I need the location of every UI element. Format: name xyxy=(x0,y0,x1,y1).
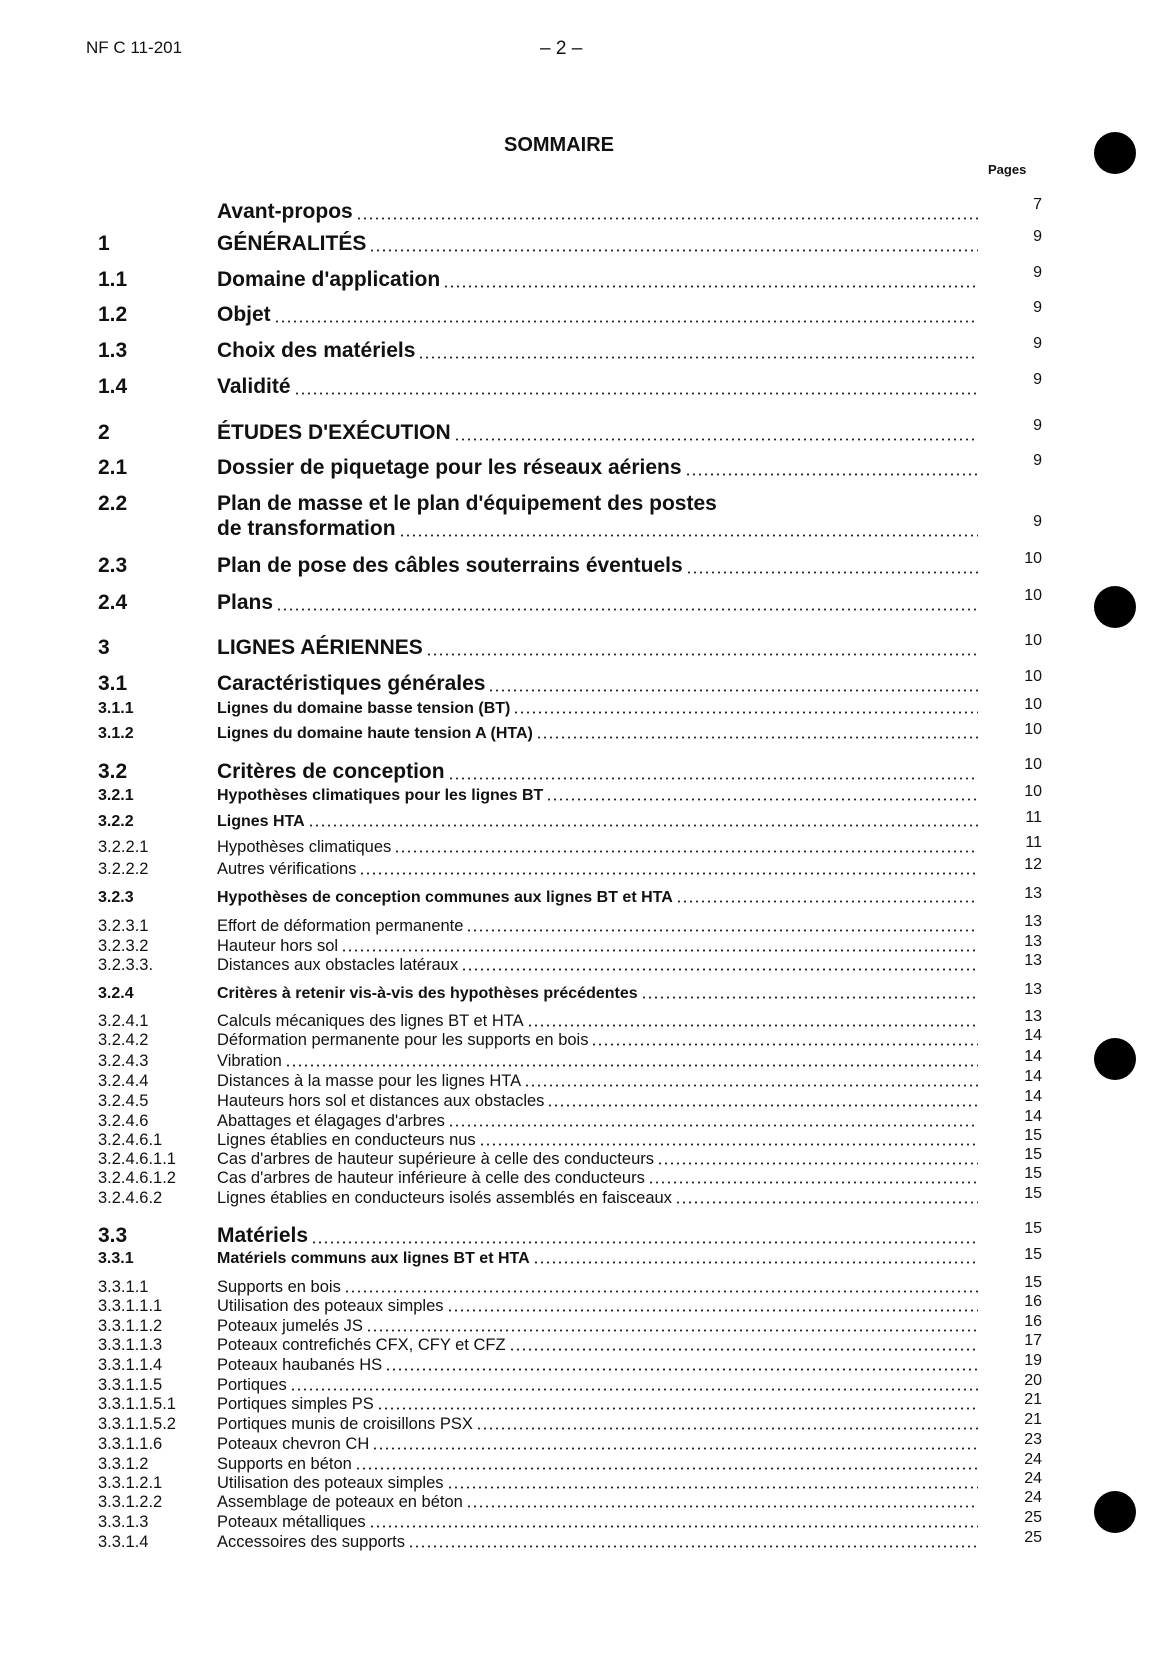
section-number: 1.3 xyxy=(98,339,128,362)
dot-leader xyxy=(311,1241,978,1244)
section-number: 2.1 xyxy=(98,456,128,479)
section-title: Hypothèses climatiques pour les lignes BT xyxy=(217,787,544,804)
section-title: Portiques munis de croisillons PSX xyxy=(217,1415,473,1433)
section-title: Critères de conception xyxy=(217,760,445,783)
page-ref: 10 xyxy=(1024,632,1042,649)
section-title-line xyxy=(217,456,978,480)
dot-leader xyxy=(341,949,978,952)
page-ref: 14 xyxy=(1024,1027,1042,1044)
section-title: Distances aux obstacles latéraux xyxy=(217,956,459,974)
toc-entry xyxy=(0,452,1162,480)
dot-leader xyxy=(408,1545,978,1548)
section-number: 3.3.1.1.2 xyxy=(98,1317,163,1335)
section-number: 3.3.1.1.3 xyxy=(98,1336,163,1354)
page-number: – 2 – xyxy=(540,38,583,59)
section-title: Objet xyxy=(217,303,271,326)
section-number: 3.2.4.3 xyxy=(98,1052,149,1070)
dot-leader xyxy=(479,1143,978,1146)
section-title: Lignes du domaine haute tension A (HTA) xyxy=(217,725,533,742)
section-title: Effort de déformation permanente xyxy=(217,917,464,935)
section-title-line xyxy=(217,1415,978,1434)
section-number: 1.2 xyxy=(98,303,128,326)
page-ref: 19 xyxy=(1024,1352,1042,1369)
dot-leader xyxy=(372,1447,978,1450)
dot-leader xyxy=(513,711,978,714)
toc-entry xyxy=(0,264,1162,292)
page-ref: 15 xyxy=(1024,1127,1042,1144)
page-ref: 12 xyxy=(1024,856,1042,873)
section-title: Matériels communs aux lignes BT et HTA xyxy=(217,1250,530,1267)
toc-entry xyxy=(0,696,1162,724)
dot-leader xyxy=(657,1162,978,1165)
section-title: Lignes établies en conducteurs isolés assemblés en faisceaux xyxy=(217,1189,672,1207)
page-ref: 9 xyxy=(1033,452,1042,469)
section-title: Hypothèses climatiques xyxy=(217,838,392,856)
section-title: Cas d'arbres de hauteur inférieure à celle des conducteurs xyxy=(217,1169,645,1187)
section-title-line xyxy=(217,1297,978,1316)
section-title-line xyxy=(217,421,978,445)
section-title: Déformation permanente pour les supports en bois xyxy=(217,1031,589,1049)
section-title: Utilisation des poteaux simples xyxy=(217,1474,444,1492)
toc-entry xyxy=(0,668,1162,696)
section-title: Lignes HTA xyxy=(217,813,305,830)
section-title-line xyxy=(217,672,978,696)
section-number: 3.2.4.6 xyxy=(98,1112,149,1130)
dot-leader xyxy=(394,850,978,853)
dot-leader xyxy=(308,824,978,827)
page-ref: 10 xyxy=(1024,587,1042,604)
section-title: Plans xyxy=(217,591,274,614)
section-title: Choix des matériels xyxy=(217,339,416,362)
section-title-line xyxy=(217,375,978,399)
section-number: 2.3 xyxy=(98,554,128,577)
section-number: 3.2.4.5 xyxy=(98,1092,149,1110)
document-reference: NF C 11-201 xyxy=(86,38,183,57)
punch-hole-mark xyxy=(1094,132,1136,174)
dot-leader xyxy=(454,438,978,441)
toc-entry xyxy=(0,783,1162,811)
section-title-line xyxy=(217,956,978,975)
page-ref: 10 xyxy=(1024,550,1042,567)
dot-leader xyxy=(524,1084,978,1087)
section-title-line xyxy=(217,1169,978,1188)
page-ref: 10 xyxy=(1024,721,1042,738)
dot-leader xyxy=(443,285,978,288)
section-title-line xyxy=(217,1189,978,1208)
section-title: Portiques simples PS xyxy=(217,1395,374,1413)
dot-leader xyxy=(509,1348,978,1351)
section-title-line xyxy=(217,1474,978,1493)
page-ref: 21 xyxy=(1024,1391,1042,1408)
section-title-line xyxy=(217,1250,978,1268)
section-number: 3.2.3 xyxy=(98,889,134,906)
section-number: 3.2.3.2 xyxy=(98,937,149,955)
page-ref: 13 xyxy=(1024,885,1042,902)
toc-entry xyxy=(0,885,1162,913)
toc-entry xyxy=(0,981,1162,1009)
section-number: 3.3.1.1.4 xyxy=(98,1356,163,1374)
toc-entry xyxy=(0,721,1162,749)
toc-entry xyxy=(0,632,1162,660)
section-title-line xyxy=(217,760,978,784)
section-title-line xyxy=(217,339,978,363)
section-number: 3.2.3.1 xyxy=(98,917,149,935)
dot-leader xyxy=(641,996,978,999)
section-title-line xyxy=(217,1072,978,1091)
section-number: 3.2.4.6.1 xyxy=(98,1131,163,1149)
page-ref: 9 xyxy=(1033,335,1042,352)
section-title: GÉNÉRALITÉS xyxy=(217,232,367,255)
section-number: 3.1.1 xyxy=(98,700,134,717)
section-title: Domaine d'application xyxy=(217,268,441,291)
section-title-line xyxy=(217,1455,978,1474)
section-number: 3.2.4.6.2 xyxy=(98,1189,163,1207)
section-number: 3.1.2 xyxy=(98,725,134,742)
section-title-line xyxy=(217,889,978,907)
section-number: 3.3.1.4 xyxy=(98,1533,149,1551)
section-title-line xyxy=(217,860,978,879)
section-title-line xyxy=(217,725,978,743)
section-title-line xyxy=(217,1031,978,1050)
section-title: Poteaux jumelés JS xyxy=(217,1317,363,1335)
page-ref: 9 xyxy=(1033,228,1042,245)
section-number: 3.3.1.1.5 xyxy=(98,1376,163,1394)
dot-leader xyxy=(276,608,978,611)
dot-leader xyxy=(448,777,978,780)
section-number: 3.2.2.2 xyxy=(98,860,149,878)
section-title: Critères à retenir vis-à-vis des hypothèses précédentes xyxy=(217,985,638,1002)
section-title-line xyxy=(217,1317,978,1336)
section-title-line xyxy=(217,813,978,831)
section-title: Portiques xyxy=(217,1376,287,1394)
section-title: Caractéristiques générales xyxy=(217,672,486,695)
section-title: Poteaux chevron CH xyxy=(217,1435,370,1453)
section-number: 3.3.1.1.6 xyxy=(98,1435,163,1453)
section-title-continued: de transformation xyxy=(217,517,396,540)
dot-leader xyxy=(466,1505,978,1508)
section-title: Matériels xyxy=(217,1224,309,1247)
page-ref: 10 xyxy=(1024,783,1042,800)
toc-entry xyxy=(0,299,1162,327)
section-number: 3 xyxy=(98,636,110,659)
page-ref: 10 xyxy=(1024,696,1042,713)
page-ref: 16 xyxy=(1024,1293,1042,1310)
page-ref: 13 xyxy=(1024,913,1042,930)
page-ref: 24 xyxy=(1024,1489,1042,1506)
section-title-line xyxy=(217,492,978,516)
section-number: 3.3.1.3 xyxy=(98,1513,149,1531)
section-title: ÉTUDES D'EXÉCUTION xyxy=(217,421,451,444)
page-title: SOMMAIRE xyxy=(504,134,614,156)
section-title-line xyxy=(217,1533,978,1552)
dot-leader xyxy=(648,1181,978,1184)
dot-leader xyxy=(274,320,978,323)
dot-leader xyxy=(536,736,978,739)
page-ref: 15 xyxy=(1024,1220,1042,1237)
dot-leader xyxy=(685,473,978,476)
section-number: 3.3 xyxy=(98,1224,128,1247)
section-number: 3.2.4.4 xyxy=(98,1072,149,1090)
section-title: Vibration xyxy=(217,1052,282,1070)
section-title: Hypothèses de conception communes aux lignes BT et HTA xyxy=(217,889,673,906)
dot-leader xyxy=(676,900,978,903)
section-title: Plan de pose des câbles souterrains éventuels xyxy=(217,554,683,577)
section-title-line xyxy=(217,636,978,660)
page-ref: 13 xyxy=(1024,952,1042,969)
section-title-line xyxy=(217,1112,978,1131)
section-title-line xyxy=(217,268,978,292)
dot-leader xyxy=(547,1104,978,1107)
section-title: Supports en bois xyxy=(217,1278,341,1296)
page-ref: 16 xyxy=(1024,1313,1042,1330)
toc-entry xyxy=(0,856,1162,884)
page-ref: 15 xyxy=(1024,1165,1042,1182)
section-title-line xyxy=(217,1395,978,1414)
dot-leader xyxy=(448,1124,978,1127)
section-title: Validité xyxy=(217,375,291,398)
page-ref: 25 xyxy=(1024,1529,1042,1546)
dot-leader xyxy=(285,1064,978,1067)
section-title-line xyxy=(217,1012,978,1031)
section-title: LIGNES AÉRIENNES xyxy=(217,636,423,659)
page-ref: 9 xyxy=(1033,299,1042,316)
page-ref: 13 xyxy=(1024,1008,1042,1025)
section-title-line xyxy=(217,554,978,578)
page-ref: 15 xyxy=(1024,1246,1042,1263)
section-title-line xyxy=(217,1052,978,1071)
section-number: 3.2.4.2 xyxy=(98,1031,149,1049)
section-title-line xyxy=(217,1493,978,1512)
toc-entry xyxy=(0,809,1162,837)
page-ref: 13 xyxy=(1024,981,1042,998)
section-title-line xyxy=(217,591,978,615)
section-number: 3.3.1.1 xyxy=(98,1278,149,1296)
page-ref: 24 xyxy=(1024,1470,1042,1487)
section-title: Lignes du domaine basse tension (BT) xyxy=(217,700,511,717)
section-number: 1.1 xyxy=(98,268,128,291)
toc-entry xyxy=(0,417,1162,445)
section-number: 1.4 xyxy=(98,375,128,398)
section-title: Supports en béton xyxy=(217,1455,352,1473)
section-number: 3.3.1.1.5.2 xyxy=(98,1415,176,1433)
dot-leader xyxy=(290,1388,978,1391)
page-ref: 24 xyxy=(1024,1451,1042,1468)
page-ref: 21 xyxy=(1024,1411,1042,1428)
page-ref: 14 xyxy=(1024,1108,1042,1125)
section-number: 3.3.1.2.1 xyxy=(98,1474,163,1492)
toc-entry xyxy=(0,1246,1162,1274)
dot-leader xyxy=(356,217,978,220)
section-title: Plan de masse et le plan d'équipement des postes xyxy=(217,492,717,515)
section-number: 3.2.2 xyxy=(98,813,134,830)
page-ref: 14 xyxy=(1024,1068,1042,1085)
page-ref: 9 xyxy=(1033,371,1042,388)
dot-leader xyxy=(466,929,978,932)
section-number: 3.2.4 xyxy=(98,985,134,1002)
section-number: 3.2.3.3. xyxy=(98,956,154,974)
section-title: Calculs mécaniques des lignes BT et HTA xyxy=(217,1012,524,1030)
section-title: Lignes établies en conducteurs nus xyxy=(217,1131,476,1149)
section-number: 2.2 xyxy=(98,492,128,515)
dot-leader xyxy=(369,249,978,252)
section-number: 3.2.4.6.1.1 xyxy=(98,1150,176,1168)
toc-entry xyxy=(0,196,1162,224)
section-title-line xyxy=(217,517,978,541)
section-number: 3.1 xyxy=(98,672,128,695)
section-title-line xyxy=(217,1435,978,1454)
dot-leader xyxy=(366,1329,978,1332)
section-title: Assemblage de poteaux en béton xyxy=(217,1493,463,1511)
section-title-line xyxy=(217,700,978,718)
page-ref: 14 xyxy=(1024,1088,1042,1105)
section-title: Avant-propos xyxy=(217,200,353,223)
section-title-line xyxy=(217,985,978,1003)
section-title: Autres vérifications xyxy=(217,860,357,878)
section-title-line xyxy=(217,917,978,936)
page-ref: 15 xyxy=(1024,1146,1042,1163)
section-number: 3.2.4.1 xyxy=(98,1012,149,1030)
section-title: Cas d'arbres de hauteur supérieure à celle des conducteurs xyxy=(217,1150,654,1168)
section-title-line xyxy=(217,838,978,857)
section-title-line xyxy=(217,937,978,956)
dot-leader xyxy=(546,798,978,801)
dot-leader xyxy=(399,534,978,537)
dot-leader xyxy=(488,689,978,692)
section-title-line xyxy=(217,1131,978,1150)
toc-entry xyxy=(0,952,1162,980)
section-number: 2 xyxy=(98,421,110,444)
page-ref: 25 xyxy=(1024,1509,1042,1526)
page-ref: 17 xyxy=(1024,1332,1042,1349)
section-title: Distances à la masse pour les lignes HTA xyxy=(217,1072,522,1090)
page-ref: 15 xyxy=(1024,1185,1042,1202)
section-number: 3.2.4.6.1.2 xyxy=(98,1169,176,1187)
section-number: 3.3.1.2.2 xyxy=(98,1493,163,1511)
section-number: 3.2.1 xyxy=(98,787,134,804)
section-number: 3.2.2.1 xyxy=(98,838,149,856)
toc-entry xyxy=(0,587,1162,615)
section-title-line xyxy=(217,787,978,805)
dot-leader xyxy=(461,968,978,971)
dot-leader xyxy=(527,1024,978,1027)
section-title: Utilisation des poteaux simples xyxy=(217,1297,444,1315)
section-title: Hauteur hors sol xyxy=(217,937,339,955)
section-title: Poteaux métalliques xyxy=(217,1513,366,1531)
toc-entry xyxy=(0,335,1162,363)
dot-leader xyxy=(426,653,978,656)
page-ref: 9 xyxy=(1033,264,1042,281)
section-title-line xyxy=(217,1224,978,1248)
toc-entry xyxy=(0,228,1162,256)
dot-leader xyxy=(344,1290,978,1293)
page-ref: 14 xyxy=(1024,1048,1042,1065)
dot-leader xyxy=(294,392,978,395)
page-ref: 9 xyxy=(1033,513,1042,530)
page-ref: 11 xyxy=(1025,834,1042,851)
section-title-line xyxy=(217,1150,978,1169)
page-ref: 7 xyxy=(1033,196,1042,213)
dot-leader xyxy=(591,1043,978,1046)
dot-leader xyxy=(447,1309,978,1312)
dot-leader xyxy=(675,1201,978,1204)
punch-hole-mark xyxy=(1094,1038,1136,1080)
toc-entry xyxy=(0,1220,1162,1248)
toc-entry xyxy=(0,550,1162,578)
toc-entry xyxy=(0,756,1162,784)
section-title: Accessoires des supports xyxy=(217,1533,406,1551)
section-title-line xyxy=(217,1336,978,1355)
section-title: Poteaux contrefichés CFX, CFY et CFZ xyxy=(217,1336,506,1354)
punch-hole-mark xyxy=(1094,586,1136,628)
section-title-line xyxy=(217,1513,978,1532)
page-ref: 10 xyxy=(1024,756,1042,773)
dot-leader xyxy=(686,571,978,574)
section-title-line xyxy=(217,1356,978,1375)
page-ref: 20 xyxy=(1024,1372,1042,1389)
page-ref: 15 xyxy=(1024,1274,1042,1291)
section-title-line xyxy=(217,303,978,327)
section-title-line xyxy=(217,232,978,256)
page-ref: 11 xyxy=(1025,809,1042,826)
dot-leader xyxy=(418,356,978,359)
section-number: 3.3.1.1.5.1 xyxy=(98,1395,176,1413)
page-ref: 13 xyxy=(1024,933,1042,950)
punch-hole-mark xyxy=(1094,1491,1136,1533)
section-title-line xyxy=(217,1092,978,1111)
toc-entry xyxy=(0,1185,1162,1213)
pages-column-label: Pages xyxy=(988,162,1027,177)
section-number: 3.3.1 xyxy=(98,1250,134,1267)
section-title: Dossier de piquetage pour les réseaux aériens xyxy=(217,456,682,479)
page-ref: 9 xyxy=(1033,417,1042,434)
dot-leader xyxy=(377,1407,978,1410)
section-title-line xyxy=(217,200,978,224)
dot-leader xyxy=(355,1467,978,1470)
page-ref: 23 xyxy=(1024,1431,1042,1448)
section-number: 1 xyxy=(98,232,110,255)
toc-entry xyxy=(0,1529,1162,1557)
section-title-line xyxy=(217,1376,978,1395)
section-title-line xyxy=(217,1278,978,1297)
toc-entry xyxy=(0,492,1162,540)
section-title: Poteaux haubanés HS xyxy=(217,1356,383,1374)
section-number: 3.2 xyxy=(98,760,128,783)
section-number: 3.3.1.1.1 xyxy=(98,1297,163,1315)
dot-leader xyxy=(359,872,978,875)
page-ref: 10 xyxy=(1024,668,1042,685)
section-title: Abattages et élagages d'arbres xyxy=(217,1112,445,1130)
section-title: Hauteurs hors sol et distances aux obstacles xyxy=(217,1092,545,1110)
dot-leader xyxy=(476,1427,978,1430)
dot-leader xyxy=(369,1525,978,1528)
dot-leader xyxy=(447,1486,978,1489)
dot-leader xyxy=(385,1368,978,1371)
toc-entry xyxy=(0,371,1162,399)
section-number: 2.4 xyxy=(98,591,128,614)
section-number: 3.3.1.2 xyxy=(98,1455,149,1473)
dot-leader xyxy=(533,1261,978,1264)
toc-entry xyxy=(0,834,1162,862)
